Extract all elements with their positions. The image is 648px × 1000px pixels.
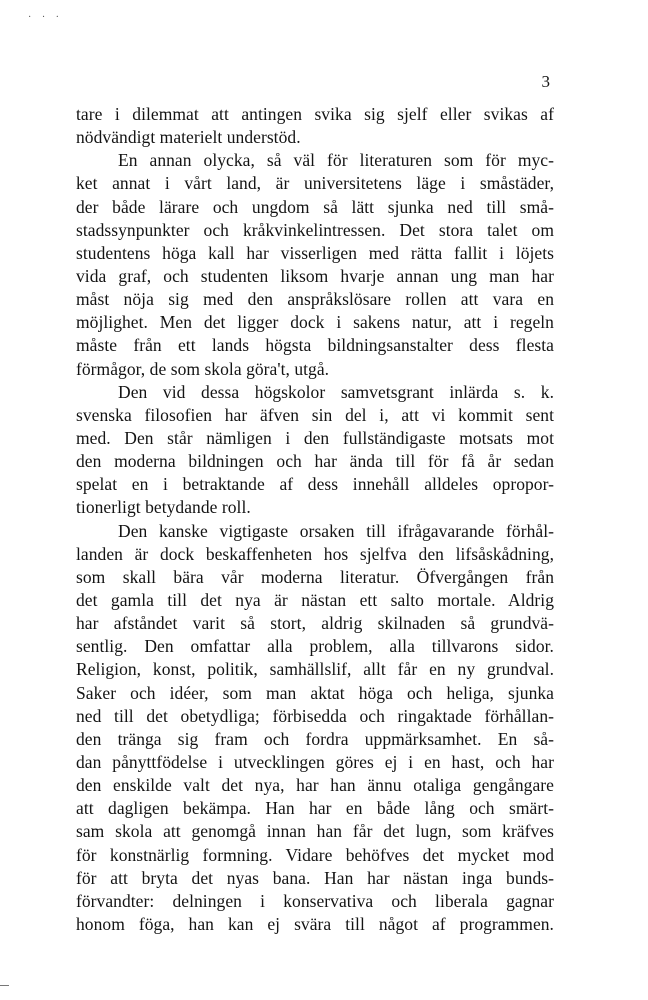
text-line: för konstnärlig formning. Vidare behöfves det mycket mod [76,844,554,865]
scan-edge-mark [0,985,9,986]
text-line: ned till det obetydliga; förbisedda och ringaktade förhållan- [76,705,554,726]
text-line: den tränga sig fram och fordra uppmärksamhet. En så- [76,728,554,749]
text-line: som skall bära vår moderna literatur. Öfvergången från [76,566,554,587]
text-line: svenska filosofien har äfven sin del i, att vi kommit sent [76,404,554,425]
text-line: Den kanske vigtigaste orsaken till ifrågavarande förhål- [118,520,554,541]
text-line: der både lärare och ungdom så lätt sjunka ned till små- [76,196,554,217]
text-line: studentens höga kall har visserligen med rätta fallit i löjets [76,242,554,263]
text-line: En annan olycka, så väl för literaturen som för myc- [118,150,554,171]
text-line: måst nöja sig med den anspråkslösare rollen att vara en [76,289,554,310]
text-line: ket annat i vårt land, är universitetens läge i småstäder, [76,173,554,194]
text-line: spelat en i betraktande af dess innehåll alldeles opropor- [76,474,554,495]
text-line: nödvändigt materielt understöd. [76,127,301,148]
text-line: det gamla till det nya är nästan ett salto mortale. Aldrig [76,589,554,610]
text-line: stadssynpunkter och kråkvinkelintressen. Det stora talet om [76,219,554,240]
text-line: sentlig. Den omfattar alla problem, alla tillvarons sidor. [76,636,554,657]
body-text [76,103,554,936]
text-line: förmågor, de som skola göra't, utgå. [76,358,330,379]
text-line: dan pånyttfödelse i utvecklingen göres ej i en hast, och har [76,751,554,772]
text-line: honom föga, han kan ej svära till något af programmen. [76,913,554,934]
text-line: måste från ett lands högsta bildningsanstalter dess flesta [76,335,554,356]
text-line: har afståndet varit så stort, aldrig skilnaden så grundvä- [76,613,554,634]
text-line: förvandter: delningen i konservativa och liberala gagnar [76,890,554,911]
text-line: tare i dilemmat att antingen svika sig sjelf eller svikas af [76,104,554,124]
text-line: Den vid dessa högskolor samvetsgrant inlärda s. k. [118,381,554,402]
text-line: vida graf, och studenten liksom hvarje annan ung man har [76,265,554,286]
text-line: för att bryta det nyas bana. Han har nästan inga bunds- [76,867,554,888]
text-line: den moderna bildningen och har ända till för få år sedan [76,451,554,472]
text-line: möjlighet. Men det ligger dock i sakens natur, att i regeln [76,312,554,333]
text-line: med. Den står nämligen i den fullständigaste motsats mot [76,427,554,448]
text-line: landen är dock beskaffenheten hos sjelfva den lifsåskådning, [76,543,554,564]
text-line: Religion, konst, politik, samhällslif, allt får en ny grundval. [76,659,554,680]
text-line: att dagligen bekämpa. Han har en både lång och smärt- [76,798,554,819]
text-line: Saker och idéer, som man aktat höga och heliga, sjunka [76,682,554,703]
page-number: 3 [541,72,550,91]
scan-specks: · · · [28,12,63,23]
text-line: tionerligt betydande roll. [76,497,251,518]
text-line: den enskilde valt det nya, har han ännu otaliga gengångare [76,775,554,796]
text-line: sam skola att genomgå innan han får det lugn, som kräfves [76,821,554,842]
